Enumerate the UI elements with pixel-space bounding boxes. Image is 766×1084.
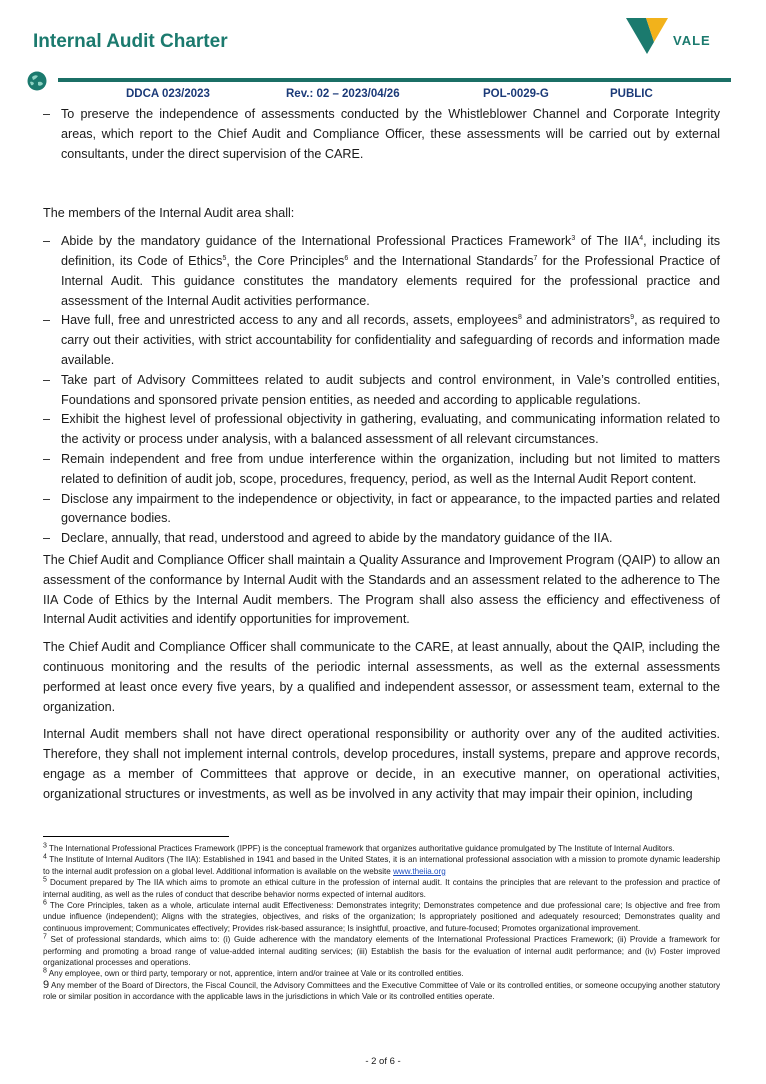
list-item-text: Remain independent and free from undue interference within the organization, including but not limited to matters related to definition of audit job, scope, procedures, frequency, period, as well as the Internal Audit Report content. bbox=[61, 451, 720, 486]
revision: Rev.: 02 – 2023/04/26 bbox=[286, 88, 400, 100]
list-item bbox=[43, 371, 720, 411]
list-item-text: To preserve the independence of assessments conducted by the Whistleblower Channel and Corporate Integrity areas, which report to the Chief Audit and Compliance Officer, these assessments will be carried out by external consultants, under the direct supervision of the CARE. bbox=[61, 107, 720, 161]
footnote: $^7$ Set of professional standards, which aims to: (i) Guide adherence with the mandatory elements of the International Professional Practices Framework; (ii) Provide a framework for performing and promoting a broad range of value-added internal auditing services; (iii) Establish the basis for the evaluation of internal audit performance; and (iv) Foster improved organizational processes and operations. bbox=[43, 933, 720, 968]
footnote-ref[interactable]: 8 bbox=[517, 314, 522, 322]
footnote-ref[interactable]: 6 bbox=[344, 254, 349, 262]
iia-website-link[interactable]: www.theiia.org bbox=[393, 866, 446, 876]
footnote: $^6$ The Core Principles, taken as a whole, articulate internal audit Effectiveness: Demonstrates integrity; Demonstrates competence and due professional care; Is objective and free from undue influence (independent); Aligns with the strategies, objectives, and risks of the organization; Is appropriately positioned and adequately resourced; Demonstrates quality and continuous improvement; Communicates effectively; Provides risk-based assurance; Is insightful, proactive, and future-focused; Promotes organizational improvement. bbox=[43, 899, 720, 933]
list-item-text: Declare, annually, that read, understood and agreed to abide by the mandatory guidance of the IIA. bbox=[61, 531, 613, 546]
footnote-divider bbox=[43, 836, 229, 837]
list-item bbox=[43, 232, 720, 311]
list-item-text: Exhibit the highest level of professional objectivity in gathering, evaluating, and communicating information related to the activity or process under analysis, with a balanced assessment of all relevant circumstances. bbox=[61, 412, 720, 447]
list-item bbox=[43, 450, 720, 490]
bullet-dash: – bbox=[43, 372, 51, 387]
list-item bbox=[43, 490, 720, 530]
globe-icon bbox=[27, 71, 47, 91]
page-number: - 2 of 6 - bbox=[365, 1056, 401, 1067]
bullet-dash: – bbox=[43, 107, 51, 121]
footnote: 9 Any member of the Board of Directors, the Fiscal Council, the Advisory Committees and the Executive Committee of Vale or its controlled entities, or someone occupying another statutory role or similar position in accordance with the applicable laws in the jurisdictions in which Vale or its controlled entities operate. bbox=[43, 978, 720, 1002]
bullet-dash: – bbox=[43, 234, 51, 249]
list-item bbox=[43, 311, 720, 370]
bullet-dash: – bbox=[43, 412, 51, 427]
list-item-text: Abide by the mandatory guidance of the International Professional Practices Framework$^3$ of The IIA$^4$, including its definition, its Code of Ethics$^5$, the Core Principles$^6$ and the International Standards$^7$ for the Professional Practice of Internal Audit. This guidance constitutes the mandatory elements required for the professional practice and assessment of the Internal Audit activities performance. bbox=[61, 234, 720, 308]
footnote-ref[interactable]: 7 bbox=[533, 254, 538, 262]
document-body bbox=[43, 105, 720, 805]
members-lead: The members of the Internal Audit area shall: bbox=[43, 206, 295, 221]
footnotes bbox=[43, 843, 720, 1003]
footnote-ref[interactable]: 3 bbox=[571, 235, 576, 242]
list-item-text: Take part of Advisory Committees related to audit subjects and control environment, in Vale’s controlled entities, Foundations and sponsored private pension entities, as needed and according to applicable regulations. bbox=[61, 372, 720, 407]
footnote: $^8$ Any employee, own or third party, temporary or not, apprentice, intern and/or trainee at Vale or its controlled entities. bbox=[43, 967, 464, 979]
footnote: $^4$ The Institute of Internal Auditors (The IIA): Established in 1941 and based in the United States, it is an international professional association with a mission to promote dynamic leadership to the internal audit profession on a global level. Additional information is available on the website www.theiia.org bbox=[43, 853, 720, 876]
vale-logo-text: VALE bbox=[673, 33, 711, 48]
bullet-dash: – bbox=[43, 491, 51, 506]
classification: PUBLIC bbox=[610, 88, 653, 100]
policy-code: POL-0029-G bbox=[483, 88, 549, 100]
footnote: $^5$ Document prepared by The IIA which aims to promote an ethical culture in the profession of internal audit. It contains the principles that are relevant to the profession and practice of internal auditing, as well as the rules of conduct that describe behavior norms expected of internal auditors. bbox=[43, 876, 720, 899]
list-item-text: Disclose any impairment to the independence or objectivity, in fact or appearance, to the impacted parties and related governance bodies. bbox=[61, 491, 720, 526]
list-item-text: Have full, free and unrestricted access to any and all records, assets, employees$^8$ and administrators$^9$, as required to carry out their activities, with strict accountability for confidentiality and safeguarding of records and information made available. bbox=[61, 313, 720, 367]
doc-id: DDCA 023/2023 bbox=[126, 88, 210, 100]
footnote-ref[interactable]: 4 bbox=[639, 235, 644, 242]
bullet-dash: – bbox=[43, 531, 51, 546]
responsibility-paragraph: Internal Audit members shall not have direct operational responsibility or authority over any of the audited activities. Therefore, they shall not implement internal controls, develop procedures, install systems, prepare and approve records, engage as a member of Committees that approve or decide, in an executive manner, on operational activities, organizational structures or investments, as well as be involved in any activity that may impair their opinion, including bbox=[43, 727, 720, 801]
footnote-ref[interactable]: 9 bbox=[630, 314, 635, 322]
footnote: $^3$ The International Professional Practices Framework (IPPF) is the conceptual framework that organizes authoritative guidance promulgated by The Institute of Internal Auditors. bbox=[43, 842, 675, 853]
footnote-ref[interactable]: 5 bbox=[222, 254, 227, 262]
bullet-dash: – bbox=[43, 313, 51, 328]
header-rule bbox=[58, 78, 731, 82]
list-item bbox=[43, 105, 720, 164]
document-title: Internal Audit Charter bbox=[33, 31, 228, 52]
list-item bbox=[43, 529, 720, 549]
bullet-dash: – bbox=[43, 451, 51, 466]
qaip-paragraph: The Chief Audit and Compliance Officer shall maintain a Quality Assurance and Improvement Program (QAIP) to allow an assessment of the conformance by Internal Audit with the Standards and an assessment related to the adherence to The IIA Code of Ethics by the Internal Audit members. The Program shall also assess the efficiency and effectiveness of Internal Audit activities and identify opportunities for improvement. bbox=[43, 552, 720, 627]
communication-paragraph: The Chief Audit and Compliance Officer shall communicate to the CARE, at least annually, about the QAIP, including the continuous monitoring and the results of the periodic internal assessments, as well as the external assessments performed at least once every five years, by a qualified and independent assessor, or assessment team, external to the organization. bbox=[43, 640, 720, 714]
list-item bbox=[43, 410, 720, 450]
